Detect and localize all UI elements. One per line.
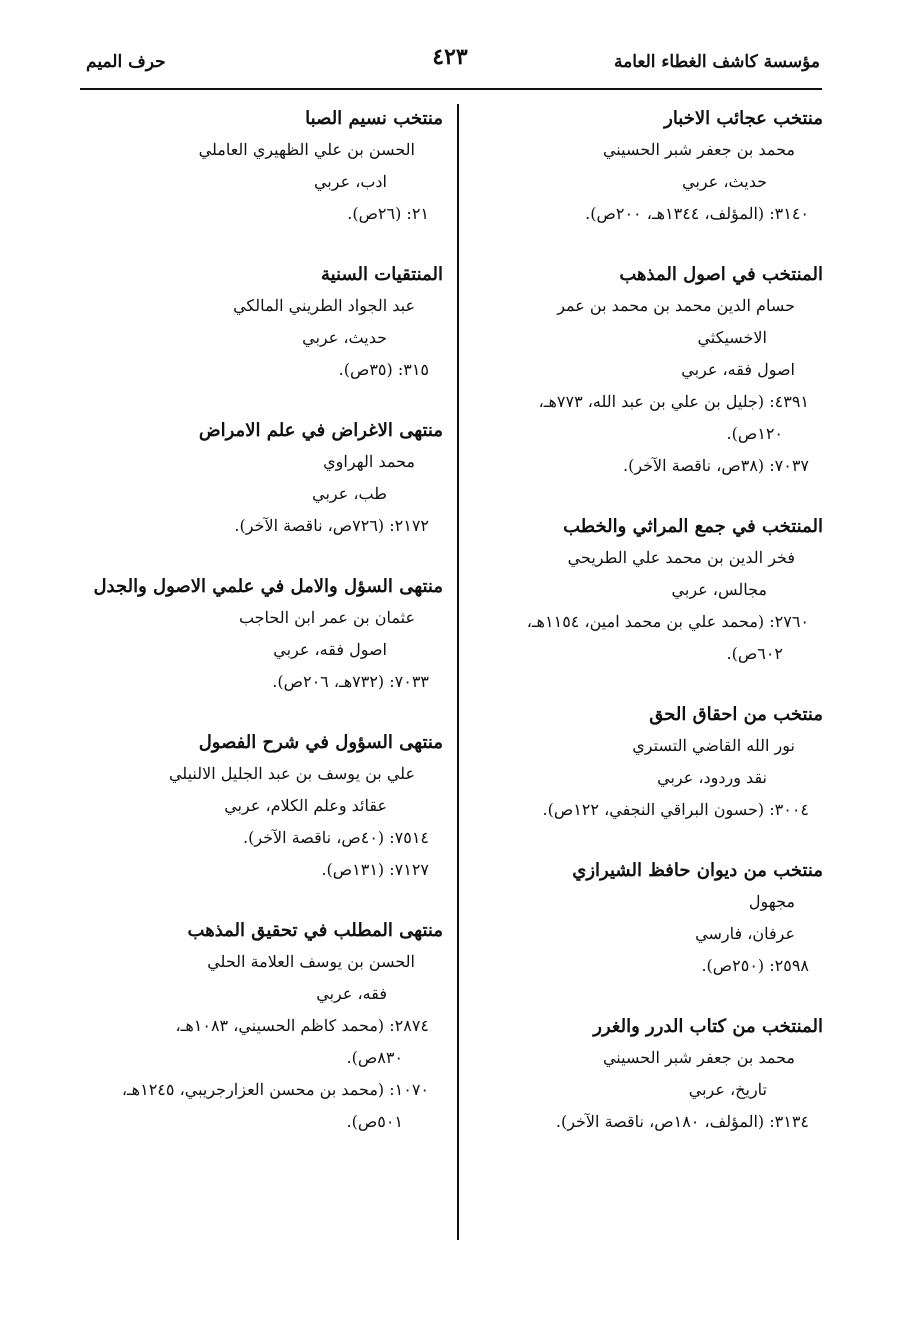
entry-line: ١٢٠ص).	[726, 424, 783, 443]
entry-line: الاخسيكثي	[697, 328, 767, 347]
entry-line: ادب، عربي	[313, 172, 387, 191]
publisher-name: مؤسسة كاشف الغطاء العامة	[613, 52, 820, 72]
entry-line: عرفان، فارسي	[695, 924, 795, 943]
catalog-entry	[463, 512, 823, 670]
entry-title: المنتخب في اصول المذهب	[619, 264, 823, 285]
entry-line: ٥٠١ص).	[346, 1112, 403, 1131]
entry-line: ٦٠٢ص).	[726, 644, 783, 663]
entry-line: محمد الهراوي	[323, 452, 415, 471]
catalog-entry	[91, 104, 443, 230]
header-rule	[80, 88, 822, 90]
entry-line: ١٠٧٠: (محمد بن محسن العزارجريبي، ١٢٤٥هـ،	[121, 1080, 429, 1099]
entry-line: ٣١٤٠: (المؤلف، ١٣٤٤هـ، ٢٠٠ص).	[585, 204, 809, 223]
entry-line: طب، عربي	[312, 484, 387, 503]
column-divider	[457, 104, 459, 1240]
catalog-entry	[463, 1012, 823, 1138]
catalog-entry	[463, 700, 823, 826]
entry-title: منتخب نسيم الصبا	[305, 108, 443, 129]
left-column	[91, 104, 443, 1168]
entry-line: ٢١: (٢٦ص).	[347, 204, 429, 223]
entry-line: تاريخ، عربي	[688, 1080, 767, 1099]
catalog-entry	[91, 572, 443, 698]
entry-title: المنتخب من كتاب الدرر والغرر	[593, 1016, 823, 1037]
page-header	[80, 44, 820, 88]
catalog-entry	[463, 260, 823, 482]
entry-title: منتهى المطلب في تحقيق المذهب	[187, 920, 443, 941]
catalog-entry	[91, 260, 443, 386]
catalog-entry	[463, 856, 823, 982]
entry-line: فقه، عربي	[316, 984, 387, 1003]
entry-line: ٧٠٣٣: (٧٣٢هـ، ٢٠٦ص).	[272, 672, 429, 691]
entry-line: ٢١٧٢: (٧٢٦ص، ناقصة الآخر).	[234, 516, 429, 535]
entry-title: منتهى السؤول في شرح الفصول	[198, 732, 443, 753]
entry-line: الحسن بن علي الظهيري العاملي	[198, 140, 415, 159]
entry-title: المنتخب في جمع المراثي والخطب	[563, 516, 823, 537]
entry-title: المنتقيات السنية	[320, 264, 443, 285]
entry-line: ٣١٥: (٣٥ص).	[338, 360, 429, 379]
entry-line: ٣٠٠٤: (حسون البراقي النجفي، ١٢٢ص).	[542, 800, 809, 819]
catalog-entry	[463, 104, 823, 230]
catalog-entry	[91, 416, 443, 542]
entry-line: ٧١٢٧: (١٣١ص).	[321, 860, 429, 879]
entry-line: محمد بن جعفر شبر الحسيني	[602, 140, 795, 159]
entry-line: ٤٣٩١: (جليل بن علي بن عبد الله، ٧٧٣هـ،	[538, 392, 809, 411]
entry-line: اصول فقه، عربي	[681, 360, 795, 379]
entry-line: الحسن بن يوسف العلامة الحلي	[207, 952, 415, 971]
entry-line: ٣١٣٤: (المؤلف، ١٨٠ص، ناقصة الآخر).	[555, 1112, 809, 1131]
entry-line: ٨٣٠ص).	[346, 1048, 403, 1067]
entry-line: عثمان بن عمر ابن الحاجب	[238, 608, 415, 627]
entry-title: منتهى السؤل والامل في علمي الاصول والجدل	[93, 576, 443, 597]
entry-line: عبد الجواد الطريني المالكي	[233, 296, 415, 315]
entry-line: ٢٨٧٤: (محمد كاظم الحسيني، ١٠٨٣هـ،	[175, 1016, 429, 1035]
entry-line: ٧٠٣٧: (٣٨ص، ناقصة الآخر).	[622, 456, 809, 475]
entry-line: محمد بن جعفر شبر الحسيني	[602, 1048, 795, 1067]
entry-line: حديث، عربي	[302, 328, 387, 347]
right-column	[463, 104, 823, 1168]
entry-line: نقد وردود، عربي	[657, 768, 767, 787]
entry-title: منتخب عجائب الاخبار	[664, 108, 823, 129]
entry-line: علي بن يوسف بن عبد الجليل الالنيلي	[168, 764, 415, 783]
section-name: حرف الميم	[86, 52, 166, 72]
entry-line: ٧٥١٤: (٤٠ص، ناقصة الآخر).	[242, 828, 429, 847]
entry-title: منتهى الاغراض في علم الامراض	[198, 420, 443, 441]
entry-title: منتخب من احقاق الحق	[649, 704, 823, 725]
entry-line: حديث، عربي	[682, 172, 767, 191]
entry-line: حسام الدين محمد بن محمد بن عمر	[557, 296, 795, 315]
entry-line: فخر الدين بن محمد علي الطريحي	[567, 548, 795, 567]
entry-line: اصول فقه، عربي	[273, 640, 387, 659]
entry-line: مجالس، عربي	[671, 580, 767, 599]
entry-title: منتخب من ديوان حافظ الشيرازي	[572, 860, 823, 881]
entry-line: ٢٧٦٠: (محمد علي بن محمد امين، ١١٥٤هـ،	[526, 612, 809, 631]
catalog-entry	[91, 916, 443, 1138]
entry-line: عقائد وعلم الكلام، عربي	[224, 796, 387, 815]
page-number: ٤٢٣	[432, 44, 468, 70]
entry-line: مجهول	[748, 892, 795, 911]
entry-line: ٢٥٩٨: (٢٥٠ص).	[701, 956, 809, 975]
entry-line: نور الله القاضي التستري	[632, 736, 795, 755]
catalog-entry	[91, 728, 443, 886]
